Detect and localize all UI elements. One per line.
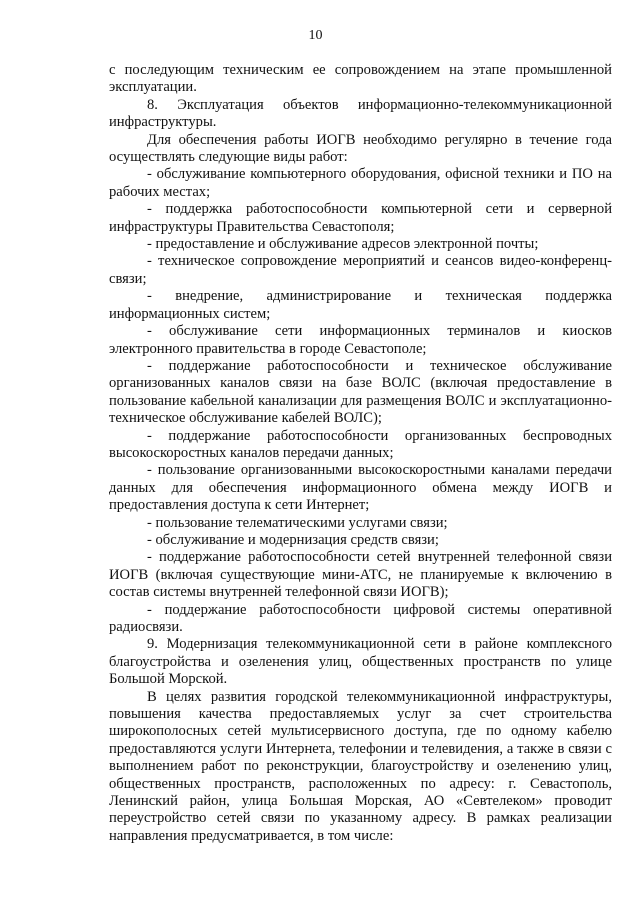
paragraph: - предоставление и обслуживание адресов электронной почты; <box>147 236 539 253</box>
document-body <box>109 62 612 845</box>
paragraph: - поддержание работоспособности сетей внутренней телефонной связи ИОГВ (включая существующие мини-АТС, не планируемые к включению в состав системы внутренней телефонной связи ИОГВ); <box>109 549 612 601</box>
paragraph: 8. Эксплуатация объектов информационно-телекоммуникационной инфраструктуры. <box>109 96 612 131</box>
paragraph: Для обеспечения работы ИОГВ необходимо регулярно в течение года осуществлять следующие виды работ: <box>109 131 612 166</box>
paragraph: - внедрение, администрирование и техническая поддержка информационных систем; <box>109 288 612 322</box>
paragraph: - обслуживание компьютерного оборудования, офисной техники и ПО на рабочих местах; <box>109 166 612 200</box>
paragraph: - техническое сопровождение мероприятий и сеансов видео-конференц-связи; <box>109 253 612 287</box>
paragraph: 9. Модернизация телекоммуникационной сети в районе комплексного благоустройства и озеленения улиц, общественных пространств по улице Большой Морской. <box>109 636 612 688</box>
paragraph: - поддержание работоспособности организованных беспроводных высокоскоростных каналов передачи данных; <box>109 427 612 461</box>
paragraph: - поддержание работоспособности и техническое обслуживание организованных каналов связи на базе ВОЛС (включая предоставление в пользование кабельной канализации для размещения ВОЛС и эксплуатационно-техническое обслуживание кабелей ВОЛС); <box>109 357 612 427</box>
paragraph: - обслуживание сети информационных терминалов и киосков электронного правительства в городе Севастополе; <box>109 323 612 357</box>
paragraph: с последующим техническим ее сопровождением на этапе промышленной эксплуатации. <box>109 62 612 96</box>
paragraph: - пользование организованными высокоскоростными каналами передачи данных для обеспечения информационного обмена между ИОГВ и предоставления доступа к сети Интернет; <box>109 462 612 514</box>
page-number: 10 <box>308 28 323 43</box>
paragraph: - обслуживание и модернизация средств связи; <box>147 531 439 548</box>
paragraph: - поддержка работоспособности компьютерной сети и серверной инфраструктуры Правительства Севастополя; <box>109 201 612 235</box>
paragraph: В целях развития городской телекоммуникационной инфраструктуры, повышения качества предоставляемых услуг за счет строительства широкополосных сетей мультисервисного доступа, где по одному кабелю предоставляются услуги Интернета, телефонии и телевидения, а также в связи с выполнением работ по реконструкции, благоустройству и озеленению улиц, общественных пространств, расположенных по адресу: г. Севастополь, Ленинский район, улица Большая Морская, АО «Севтелеком» проводит переустройство сетей связи по указанному адресу. В рамках реализации направления предусматривается, в том числе: <box>109 688 612 844</box>
paragraph: - пользование телематическими услугами связи; <box>147 514 448 531</box>
paragraph: - поддержание работоспособности цифровой системы оперативной радиосвязи. <box>109 601 612 635</box>
